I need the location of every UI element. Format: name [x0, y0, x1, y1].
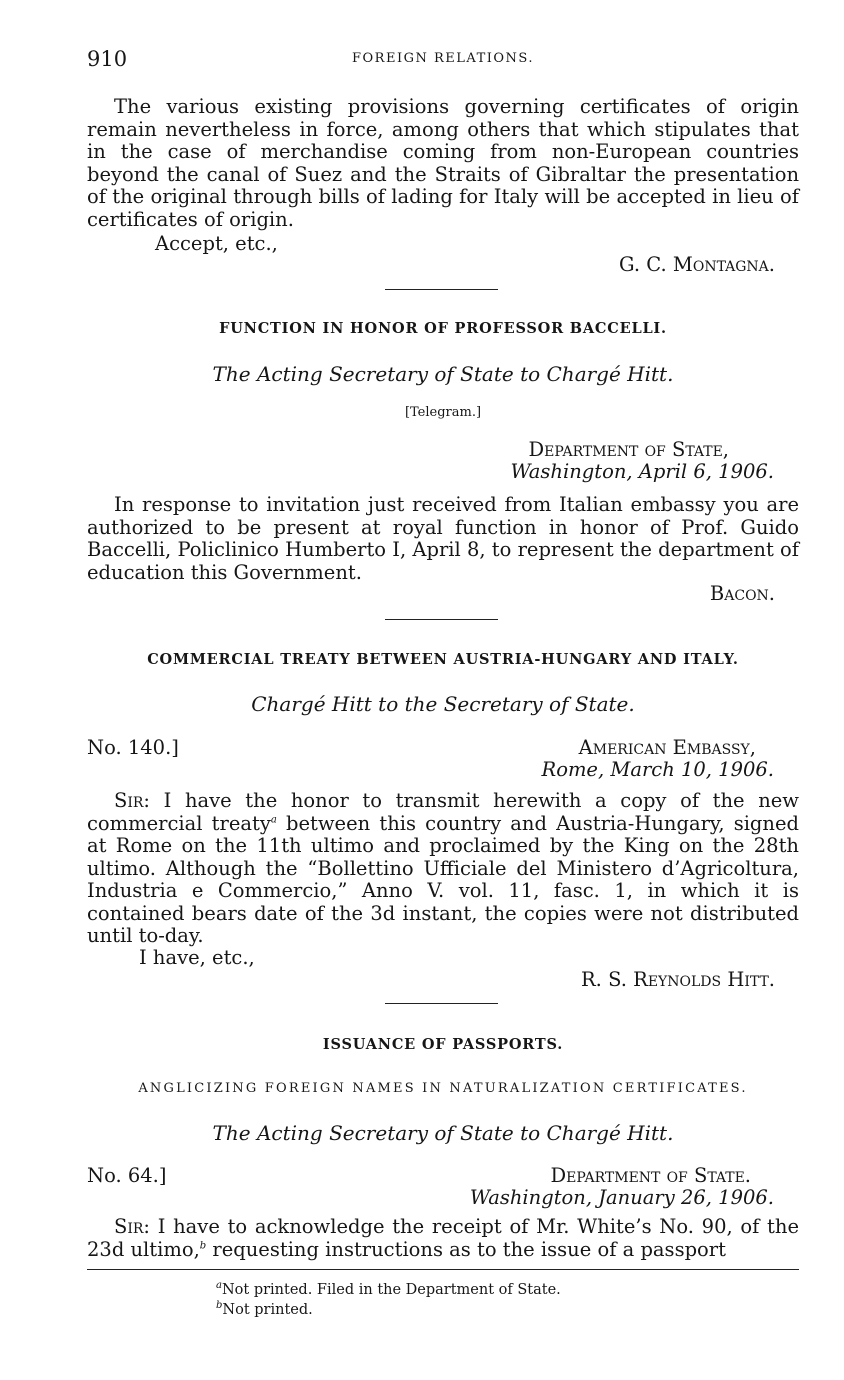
section1-dateline	[87, 438, 799, 488]
section3-dateline	[87, 1164, 799, 1214]
section-divider	[385, 619, 498, 620]
intro-paragraph: The various existing provisions governing certificates of origin remain nevertheless in force, among others that which stipulates that in the case of merchandise coming from non-European countries beyond the canal of Suez and the Straits of Gibraltar the presentation of the original through bills of lading for Italy will be accepted in lieu of certificates of origin.	[87, 95, 799, 231]
place-date: Washington, January 26, 1906.	[469, 1186, 774, 1209]
section2-dateline	[87, 736, 799, 786]
section2-paragraph: Sir: I have the honor to transmit herewith a copy of the new commercial treaty$^a$ between this country and Austria-Hungary, signed at Rome on the 11th ultimo and proclaimed by the King on the 28th ultimo. Although the “Bollettino Ufficiale del Ministero d’Agricoltura, Industria e Commercio,” Anno V. vol. 11, fasc. 1, in which it is contained bears date of the 3d instant, the copies were not distributed until to-day.	[87, 789, 799, 947]
page-number: 910	[87, 47, 128, 71]
section1-signature: Bacon.	[709, 582, 775, 605]
embassy-name: American Embassy,	[578, 736, 756, 759]
section3-heading: ISSUANCE OF PASSPORTS.	[322, 1036, 564, 1053]
footnote-ref: a	[270, 814, 277, 825]
section2-heading: COMMERCIAL TREATY BETWEEN AUSTRIA-HUNGARY AND ITALY.	[147, 651, 739, 668]
section1-paragraph: In response to invitation just received from Italian embassy you are authorized to be present at royal function in honor of Prof. Guido Baccelli, Policlinico Humberto I, April 8, to represent the department of education this Government.	[87, 493, 799, 584]
despatch-number: No. 140.]	[87, 736, 179, 759]
place-date: Washington, April 6, 1906.	[510, 460, 774, 483]
footnote-b: $^b$Not printed.	[216, 1300, 313, 1318]
section-divider	[385, 289, 498, 290]
section3-subheading-caps: ANGLICIZING FOREIGN NAMES IN NATURALIZATION CERTIFICATES.	[138, 1081, 748, 1096]
intro-closing: Accept, etc.,	[155, 232, 278, 255]
footnote-ref: b	[199, 1240, 207, 1251]
section2-subheading: Chargé Hitt to the Secretary of State.	[251, 692, 635, 716]
section3-subheading: The Acting Secretary of State to Chargé Hitt.	[212, 1121, 674, 1145]
dept-of-state: Department of State.	[550, 1164, 751, 1187]
section1-heading: FUNCTION IN HONOR OF PROFESSOR BACCELLI.	[219, 320, 667, 337]
salutation: Sir:	[114, 789, 150, 812]
dept-of-state: Department of State,	[528, 438, 729, 461]
place-date: Rome, March 10, 1906.	[541, 758, 774, 781]
page-header	[87, 47, 799, 77]
running-title: FOREIGN RELATIONS.	[352, 51, 534, 66]
intro-signature: G. C. Montagna.	[618, 253, 775, 276]
section2-signature: R. S. Reynolds Hitt.	[581, 968, 775, 991]
salutation: Sir:	[114, 1215, 150, 1238]
despatch-number: No. 64.]	[87, 1164, 167, 1187]
section3-paragraph: Sir: I have to acknowledge the receipt of Mr. White’s No. 90, of the 23d ultimo,$^b$ requesting instructions as to the issue of a passport	[87, 1215, 799, 1261]
section-divider	[385, 1003, 498, 1004]
telegram-note: [Telegram.]	[404, 405, 482, 420]
section2-closing: I have, etc.,	[139, 946, 255, 969]
footnote-a: $^a$Not printed. Filed in the Department of State.	[216, 1280, 561, 1298]
section1-subheading: The Acting Secretary of State to Chargé Hitt.	[212, 362, 674, 386]
footnote-rule	[87, 1269, 799, 1270]
